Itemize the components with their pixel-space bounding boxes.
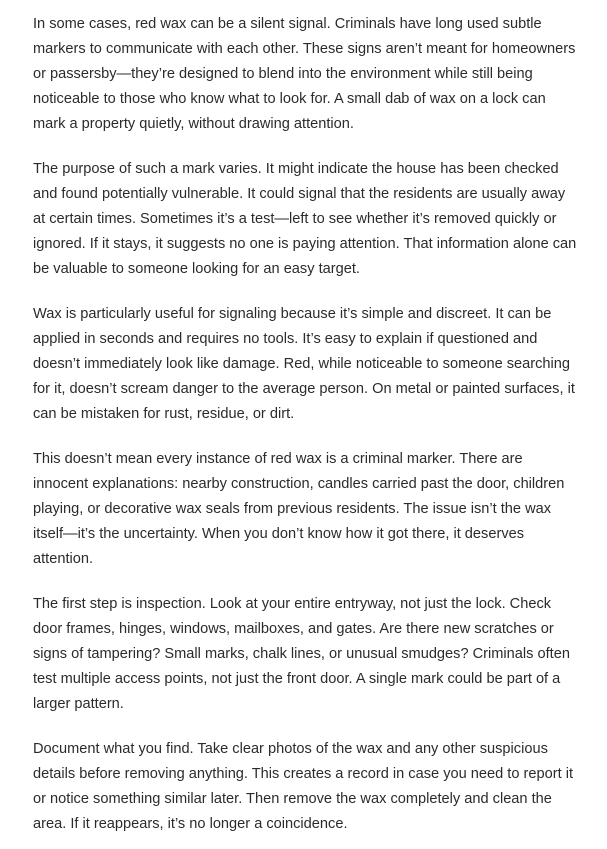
paragraph-purpose-of-mark: The purpose of such a mark varies. It might indicate the house has been checked and found potentially vulnerable. It could signal that the residents are usually away at certain times. Sometimes it’s a test—left to see whether it’s removed quickly or ignored. If it stays, it suggests no one is paying attention. That information alone can be valuable to someone looking for an easy target. [33, 161, 577, 277]
paragraph-silent-signal: In some cases, red wax can be a silent signal. Criminals have long used subtle markers to communicate with each other. These signs aren’t meant for homeowners or passersby—they’re designed to blend into the environment while still being noticeable to those who know what to look for. A small dab of wax on a lock can mark a property quietly, without drawing attention. [33, 16, 576, 132]
paragraph-innocent-explanations: This doesn’t mean every instance of red wax is a criminal marker. There are innocent explanations: nearby construction, candles carried past the door, children playing, or decorative wax seals from previous residents. The issue isn’t the wax itself—it’s the uncertainty. When you don’t know how it got there, it deserves attention. [33, 451, 565, 567]
paragraph-why-wax: Wax is particularly useful for signaling because it’s simple and discreet. It can be applied in seconds and requires no tools. It’s easy to explain if questioned and doesn’t immediately look like damage. Red, while noticeable to someone searching for it, doesn’t scream danger to the average person. On metal or painted surfaces, it can be mistaken for rust, residue, or dirt. [33, 306, 575, 422]
paragraph-document-findings: Document what you find. Take clear photos of the wax and any other suspicious details before removing anything. This creates a record in case you need to report it or notice something similar later. Then remove the wax completely and clean the area. If it reappears, it’s no longer a coincidence. [33, 741, 573, 832]
paragraph-inspection: The first step is inspection. Look at your entire entryway, not just the lock. Check door frames, hinges, windows, mailboxes, and gates. Are there new scratches or signs of tampering? Small marks, chalk lines, or unusual smudges? Criminals often test multiple access points, not just the front door. A single mark could be part of a larger pattern. [33, 596, 570, 712]
